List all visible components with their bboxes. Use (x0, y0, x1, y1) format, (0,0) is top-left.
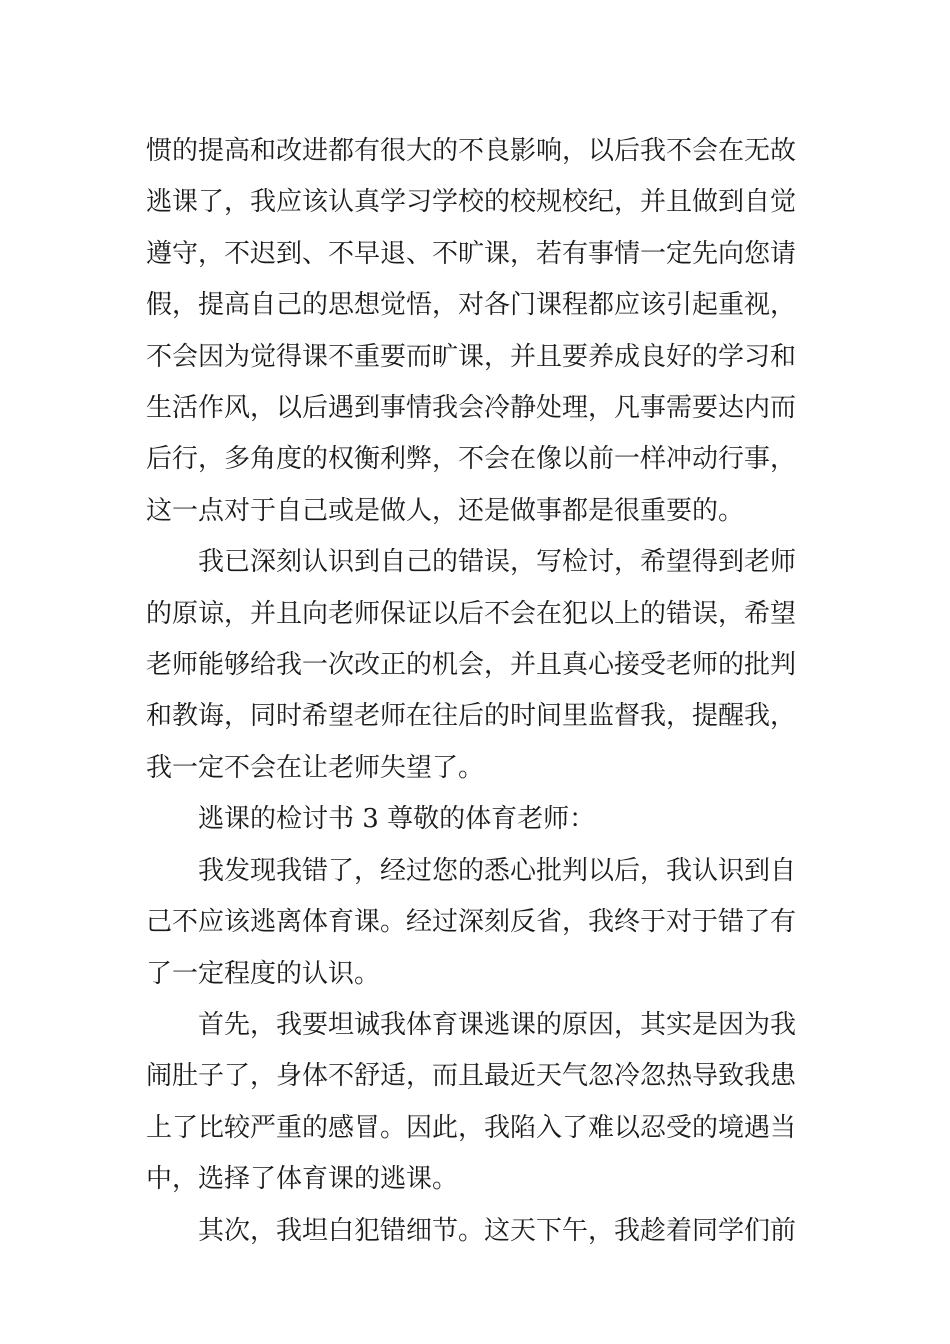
text-line: 假，提高自己的思想觉悟，对各门课程都应该引起重视， (146, 290, 797, 321)
text-line: 闹肚子了，身体不舒适，而且最近天气忽冷忽热导致我患 (146, 1061, 797, 1092)
paragraph (146, 1206, 808, 1257)
text-line: 中，选择了体育课的逃课。 (146, 1164, 459, 1195)
text-line: 后行，多角度的权衡利弊，不会在像以前一样冲动行事， (146, 444, 797, 475)
text-line: 上了比较严重的感冒。因此，我陷入了难以忍受的境遇当 (146, 1112, 797, 1143)
text-line: 的原谅，并且向老师保证以后不会在犯以上的错误，希望 (146, 598, 797, 629)
document-body (146, 126, 808, 1257)
text-line: 遵守，不迟到、不早退、不旷课，若有事情一定先向您请 (146, 238, 797, 269)
text-line: 老师能够给我一次改正的机会，并且真心接受老师的批判 (146, 650, 797, 681)
text-line: 生活作风，以后遇到事情我会冷静处理，凡事需要达内而 (146, 393, 797, 424)
text-line: 其次，我坦白犯错细节。这天下午，我趁着同学们前 (198, 1215, 797, 1246)
text-line: 己不应该逃离体育课。经过深刻反省，我终于对于错了有 (146, 907, 797, 938)
text-line: 我一定不会在让老师失望了。 (146, 752, 485, 783)
text-line: 我发现我错了，经过您的悉心批判以后，我认识到自 (198, 855, 797, 886)
text-line: 不会因为觉得课不重要而旷课，并且要养成良好的学习和 (146, 341, 797, 372)
paragraph (146, 1000, 808, 1206)
text-line: 和教诲，同时希望老师在往后的时间里监督我，提醒我， (146, 701, 797, 732)
text-line: 逃课了，我应该认真学习学校的校规校纪，并且做到自觉 (146, 187, 797, 218)
text-line: 这一点对于自己或是做人，还是做事都是很重要的。 (146, 495, 745, 526)
text-line: 了一定程度的认识。 (146, 958, 381, 989)
section-heading (146, 794, 808, 845)
text-line: 首先，我要坦诚我体育课逃课的原因，其实是因为我 (198, 1009, 797, 1040)
text-line: 我已深刻认识到自己的错误，写检讨，希望得到老师 (198, 547, 797, 578)
paragraph (146, 846, 808, 1000)
paragraph (146, 537, 808, 794)
paragraph (146, 126, 808, 537)
text-line: 逃课的检讨书 3 尊敬的体育老师： (198, 804, 596, 835)
text-line: 惯的提高和改进都有很大的不良影响，以后我不会在无故 (146, 136, 797, 166)
